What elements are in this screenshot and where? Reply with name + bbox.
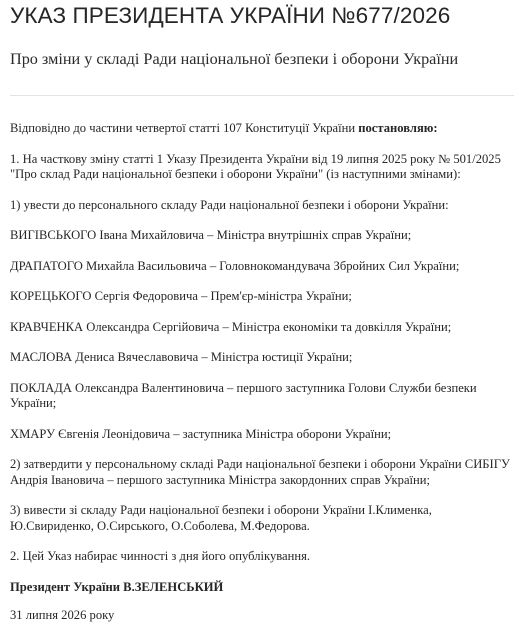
subitem-2: 2) затвердити у персональному складі Ради національної безпеки і оборони України СИБІГУ Андрія Івановича – першого заступника Міністра закордонних справ України; [10,457,510,487]
subitem-3: 3) вивести зі складу Ради національної безпеки і оборони України І.Клименка, Ю.Свириденко, О.Сирського, О.Соболева, М.Федорова. [10,503,432,533]
decree-date: 31 липня 2026 року [10,608,115,622]
member-added: ПОКЛАДА Олександра Валентиновича – першого заступника Голови Служби безпеки України; [10,380,477,410]
member-added: МАСЛОВА Дениса Вячеславовича – Міністра юстиції України; [10,350,353,364]
preamble-decision: постановляю: [358,121,438,135]
item-2: 2. Цей Указ набирає чинності з дня його опублікування. [10,549,311,563]
member-added: КОРЕЦЬКОГО Сергія Федоровича – Прем'єр-міністра України; [10,289,352,303]
decree-title: УКАЗ ПРЕЗИДЕНТА УКРАЇНИ №677/2026 [10,3,451,28]
divider [10,95,514,96]
member-added: ВИГІВСЬКОГО Івана Михайловича – Міністра внутрішніх справ України; [10,228,412,242]
preamble [10,121,512,137]
decree-body [10,121,512,639]
signature: Президент України В.ЗЕЛЕНСЬКИЙ [10,579,224,594]
decree-subtitle: Про зміни у складі Ради національної безпеки і оборони України [10,50,459,68]
item-1: 1. На часткову зміну статті 1 Указу Президента України від 19 липня 2025 року № 501/2025 "Про склад Ради національної безпеки і оборони України" (із наступними змінами): [10,151,501,181]
member-added: ХМАРУ Євгенія Леонідовича – заступника Міністра оборони України; [10,426,392,441]
member-added: КРАВЧЕНКА Олександра Сергійовича – Міністра економіки та довкілля України; [10,319,452,334]
member-added: ДРАПАТОГО Михайла Васильовича – Головнокомандувача Збройних Сил України; [10,258,460,273]
preamble-text: Відповідно до частини четвертої статті 107 Конституції України [10,121,359,135]
subitem-1: 1) увести до персонального складу Ради національної безпеки і оборони України: [10,197,449,212]
